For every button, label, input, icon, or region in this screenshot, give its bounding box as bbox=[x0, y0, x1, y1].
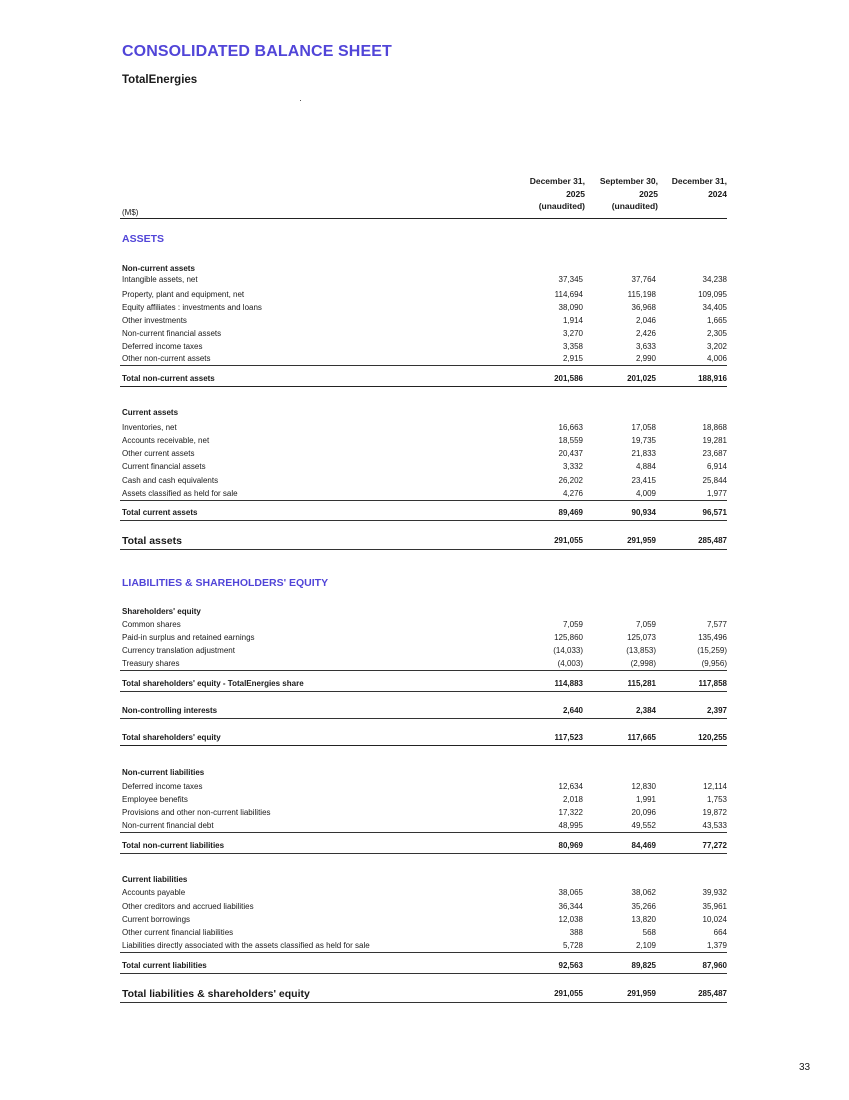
row-label: Total assets bbox=[122, 535, 182, 547]
table-row bbox=[120, 819, 727, 833]
row-value-col2: 664 bbox=[713, 928, 727, 937]
row-value-col2: 96,571 bbox=[702, 508, 727, 517]
row-value-col0: 26,202 bbox=[558, 476, 583, 485]
row-value-col2: 1,753 bbox=[706, 795, 727, 804]
row-label: Employee benefits bbox=[122, 795, 188, 804]
row-value-col2: 35,961 bbox=[702, 902, 727, 911]
row-label: Non-controlling interests bbox=[122, 706, 218, 715]
row-value-col0: 2,640 bbox=[562, 706, 583, 715]
row-label: Current liabilities bbox=[122, 875, 188, 884]
table-row bbox=[120, 301, 727, 314]
table-row bbox=[120, 704, 727, 719]
row-label: Non-current liabilities bbox=[122, 768, 205, 777]
table-row bbox=[120, 533, 727, 550]
row-value-col2: 87,960 bbox=[702, 961, 727, 970]
table-row bbox=[120, 677, 727, 692]
table-row bbox=[120, 460, 727, 473]
row-value-col1: 4,009 bbox=[635, 489, 656, 498]
table-row bbox=[120, 900, 727, 913]
row-value-col0: 12,038 bbox=[558, 915, 583, 924]
row-value-col0: 17,322 bbox=[558, 808, 583, 817]
row-value-col1: 38,062 bbox=[631, 888, 656, 897]
row-value-col0: 48,995 bbox=[558, 821, 583, 830]
row-value-col2: 4,006 bbox=[706, 354, 727, 363]
row-value-col0: 2,915 bbox=[562, 354, 583, 363]
row-value-col0: 291,055 bbox=[554, 536, 583, 545]
row-label: Other investments bbox=[122, 316, 187, 325]
row-value-col0: 37,345 bbox=[558, 275, 583, 284]
row-value-col0: 1,914 bbox=[562, 316, 583, 325]
row-label: Treasury shares bbox=[122, 659, 180, 668]
table-row bbox=[120, 780, 727, 793]
row-label: Total liabilities & shareholders' equity bbox=[122, 988, 310, 1000]
column-header-line3: (unaudited) bbox=[538, 201, 585, 211]
row-value-col0: 36,344 bbox=[558, 902, 583, 911]
row-label: Current borrowings bbox=[122, 915, 191, 924]
row-value-col0: 3,358 bbox=[562, 342, 583, 351]
row-value-col2: 1,379 bbox=[706, 941, 727, 950]
table-row bbox=[120, 352, 727, 366]
row-value-col1: 17,058 bbox=[631, 423, 656, 432]
row-label: Provisions and other non-current liabilities bbox=[122, 808, 271, 817]
table-row bbox=[120, 873, 727, 886]
row-value-col1: 4,884 bbox=[635, 462, 656, 471]
table-row bbox=[120, 273, 727, 286]
table-row bbox=[120, 644, 727, 657]
row-value-col2: 2,397 bbox=[706, 706, 727, 715]
row-value-col1: 115,198 bbox=[627, 290, 656, 299]
table-row bbox=[120, 959, 727, 974]
row-value-col1: (13,853) bbox=[626, 646, 656, 655]
row-label: Other non-current assets bbox=[122, 354, 211, 363]
row-value-col1: 1,991 bbox=[635, 795, 656, 804]
row-label: Total shareholders' equity bbox=[122, 733, 221, 742]
row-label: Accounts payable bbox=[122, 888, 186, 897]
row-value-col1: 12,830 bbox=[631, 782, 656, 791]
row-value-col1: 3,633 bbox=[635, 342, 656, 351]
table-row bbox=[120, 314, 727, 327]
row-value-col2: 188,916 bbox=[698, 374, 727, 383]
row-value-col1: 2,990 bbox=[635, 354, 656, 363]
table-row bbox=[120, 913, 727, 926]
document-title: CONSOLIDATED BALANCE SHEET bbox=[122, 43, 392, 60]
row-value-col1: 568 bbox=[642, 928, 656, 937]
row-label: Intangible assets, net bbox=[122, 275, 198, 284]
row-value-col1: 2,109 bbox=[635, 941, 656, 950]
row-label: Other creditors and accrued liabilities bbox=[122, 902, 254, 911]
row-value-col2: 12,114 bbox=[703, 782, 727, 791]
row-value-col0: 92,563 bbox=[558, 961, 583, 970]
table-row bbox=[120, 986, 727, 1003]
unit-label: (M$) bbox=[122, 208, 139, 217]
row-value-col2: 19,281 bbox=[702, 436, 727, 445]
row-value-col2: 34,405 bbox=[702, 303, 727, 312]
table-row bbox=[120, 487, 727, 501]
column-header-line2: 2025 bbox=[566, 188, 585, 199]
row-label: Property, plant and equipment, net bbox=[122, 290, 245, 299]
row-value-col1: 117,665 bbox=[627, 733, 656, 742]
row-value-col2: 120,255 bbox=[698, 733, 727, 742]
row-value-col2: 3,202 bbox=[706, 342, 727, 351]
row-value-col2: 285,487 bbox=[698, 989, 727, 998]
row-value-col1: 2,384 bbox=[635, 706, 656, 715]
row-value-col1: 36,968 bbox=[631, 303, 656, 312]
row-value-col2: 18,868 bbox=[702, 423, 727, 432]
row-value-col0: 18,559 bbox=[558, 436, 583, 445]
row-label: Deferred income taxes bbox=[122, 782, 203, 791]
row-value-col1: 90,934 bbox=[631, 508, 656, 517]
row-label: Liabilities directly associated with the assets classified as held for sale bbox=[122, 941, 370, 950]
row-label: Current assets bbox=[122, 408, 179, 417]
row-value-col0: 80,969 bbox=[558, 841, 583, 850]
row-value-col1: (2,998) bbox=[630, 659, 656, 668]
row-value-col2: (9,956) bbox=[701, 659, 727, 668]
row-value-col0: 388 bbox=[569, 928, 583, 937]
table-row bbox=[120, 327, 727, 340]
row-label: Common shares bbox=[122, 620, 181, 629]
row-label: Total non-current liabilities bbox=[122, 841, 225, 850]
row-label: Non-current assets bbox=[122, 264, 195, 273]
row-value-col0: 12,634 bbox=[558, 782, 583, 791]
table-row bbox=[120, 839, 727, 854]
row-label: Accounts receivable, net bbox=[122, 436, 210, 445]
row-label: Non-current financial assets bbox=[122, 329, 222, 338]
row-value-col1: 49,552 bbox=[631, 821, 656, 830]
row-value-col2: 39,932 bbox=[702, 888, 727, 897]
row-value-col0: 114,694 bbox=[554, 290, 583, 299]
header-rule bbox=[120, 218, 727, 219]
row-value-col2: 1,977 bbox=[706, 489, 727, 498]
table-row bbox=[120, 618, 727, 631]
row-label: Assets classified as held for sale bbox=[122, 489, 238, 498]
column-header-line2: 2024 bbox=[708, 188, 727, 199]
table-row bbox=[120, 806, 727, 819]
section-title-assets: ASSETS bbox=[122, 233, 165, 245]
page-number: 33 bbox=[799, 1062, 811, 1073]
row-value-col1: 2,046 bbox=[635, 316, 656, 325]
table-row bbox=[120, 631, 727, 644]
table-row bbox=[120, 447, 727, 460]
row-value-col0: 291,055 bbox=[554, 989, 583, 998]
row-value-col1: 20,096 bbox=[631, 808, 656, 817]
row-value-col0: 38,090 bbox=[558, 303, 583, 312]
row-label: Cash and cash equivalents bbox=[122, 476, 219, 485]
table-row bbox=[120, 421, 727, 434]
row-value-col0: (4,003) bbox=[557, 659, 583, 668]
row-label: Total current liabilities bbox=[122, 961, 207, 970]
table-row bbox=[120, 605, 727, 618]
row-value-col1: 37,764 bbox=[631, 275, 656, 284]
column-header-line1: December 31, bbox=[671, 176, 727, 186]
row-value-col0: (14,033) bbox=[553, 646, 583, 655]
row-label: Total non-current assets bbox=[122, 374, 215, 383]
row-value-col0: 3,270 bbox=[562, 329, 583, 338]
row-value-col2: 7,577 bbox=[706, 620, 727, 629]
row-value-col1: 13,820 bbox=[631, 915, 656, 924]
row-value-col1: 125,073 bbox=[627, 633, 656, 642]
section-title-liabilities: LIABILITIES & SHAREHOLDERS' EQUITY bbox=[122, 577, 329, 589]
row-value-col2: 109,095 bbox=[698, 290, 727, 299]
row-value-col2: 6,914 bbox=[706, 462, 727, 471]
row-label: Total current assets bbox=[122, 508, 198, 517]
column-header-2 bbox=[655, 175, 727, 200]
table-row bbox=[120, 926, 727, 939]
row-value-col2: (15,259) bbox=[697, 646, 727, 655]
row-value-col1: 7,059 bbox=[635, 620, 656, 629]
row-value-col2: 25,844 bbox=[702, 476, 727, 485]
row-value-col0: 201,586 bbox=[554, 374, 583, 383]
row-value-col2: 135,496 bbox=[698, 633, 727, 642]
column-header-line3: (unaudited) bbox=[611, 201, 658, 211]
row-value-col0: 7,059 bbox=[562, 620, 583, 629]
table-row bbox=[120, 793, 727, 806]
row-value-col2: 1,665 bbox=[706, 316, 727, 325]
row-value-col2: 285,487 bbox=[698, 536, 727, 545]
row-label: Deferred income taxes bbox=[122, 342, 203, 351]
row-value-col0: 89,469 bbox=[558, 508, 583, 517]
row-value-col2: 2,305 bbox=[706, 329, 727, 338]
row-value-col1: 23,415 bbox=[631, 476, 656, 485]
dot-mark bbox=[300, 100, 301, 101]
row-label: Inventories, net bbox=[122, 423, 177, 432]
row-label: Total shareholders' equity - TotalEnergies share bbox=[122, 679, 304, 688]
row-value-col1: 84,469 bbox=[631, 841, 656, 850]
column-header-0 bbox=[513, 175, 585, 213]
row-value-col0: 2,018 bbox=[562, 795, 583, 804]
row-value-col0: 3,332 bbox=[562, 462, 583, 471]
column-header-1 bbox=[586, 175, 658, 213]
row-value-col0: 5,728 bbox=[562, 941, 583, 950]
table-row bbox=[120, 766, 727, 779]
table-row bbox=[120, 474, 727, 487]
row-value-col2: 23,687 bbox=[702, 449, 727, 458]
row-value-col1: 115,281 bbox=[627, 679, 656, 688]
column-header-line1: September 30, bbox=[599, 176, 658, 186]
row-label: Non-current financial debt bbox=[122, 821, 214, 830]
table-row bbox=[120, 886, 727, 899]
row-value-col0: 4,276 bbox=[562, 489, 583, 498]
row-value-col0: 20,437 bbox=[558, 449, 583, 458]
row-value-col2: 34,238 bbox=[702, 275, 727, 284]
row-value-col2: 19,872 bbox=[702, 808, 727, 817]
column-header-line1: December 31, bbox=[529, 176, 585, 186]
row-value-col2: 117,858 bbox=[698, 679, 727, 688]
row-label: Shareholders' equity bbox=[122, 607, 201, 616]
table-row bbox=[120, 731, 727, 746]
row-value-col2: 10,024 bbox=[702, 915, 727, 924]
table-row bbox=[120, 506, 727, 521]
row-value-col1: 291,959 bbox=[627, 989, 656, 998]
table-row bbox=[120, 406, 727, 419]
row-label: Other current assets bbox=[122, 449, 195, 458]
row-value-col1: 89,825 bbox=[631, 961, 656, 970]
row-label: Paid-in surplus and retained earnings bbox=[122, 633, 255, 642]
row-value-col0: 16,663 bbox=[558, 423, 583, 432]
row-value-col1: 2,426 bbox=[635, 329, 656, 338]
row-value-col0: 114,883 bbox=[554, 679, 583, 688]
row-value-col0: 125,860 bbox=[554, 633, 583, 642]
row-label: Current financial assets bbox=[122, 462, 206, 471]
row-value-col1: 291,959 bbox=[627, 536, 656, 545]
row-value-col0: 117,523 bbox=[554, 733, 583, 742]
column-header-line2: 2025 bbox=[639, 188, 658, 199]
row-label: Equity affiliates : investments and loans bbox=[122, 303, 262, 312]
row-label: Currency translation adjustment bbox=[122, 646, 235, 655]
table-row bbox=[120, 657, 727, 671]
row-value-col2: 43,533 bbox=[702, 821, 727, 830]
table-row bbox=[120, 939, 727, 953]
row-value-col2: 77,272 bbox=[702, 841, 727, 850]
table-row bbox=[120, 372, 727, 387]
row-value-col0: 38,065 bbox=[558, 888, 583, 897]
table-row bbox=[120, 434, 727, 447]
row-value-col1: 19,735 bbox=[631, 436, 656, 445]
company-name: TotalEnergies bbox=[122, 74, 198, 86]
row-value-col1: 201,025 bbox=[627, 374, 656, 383]
table-row bbox=[120, 288, 727, 301]
row-label: Other current financial liabilities bbox=[122, 928, 234, 937]
row-value-col1: 21,833 bbox=[631, 449, 656, 458]
row-value-col1: 35,266 bbox=[631, 902, 656, 911]
